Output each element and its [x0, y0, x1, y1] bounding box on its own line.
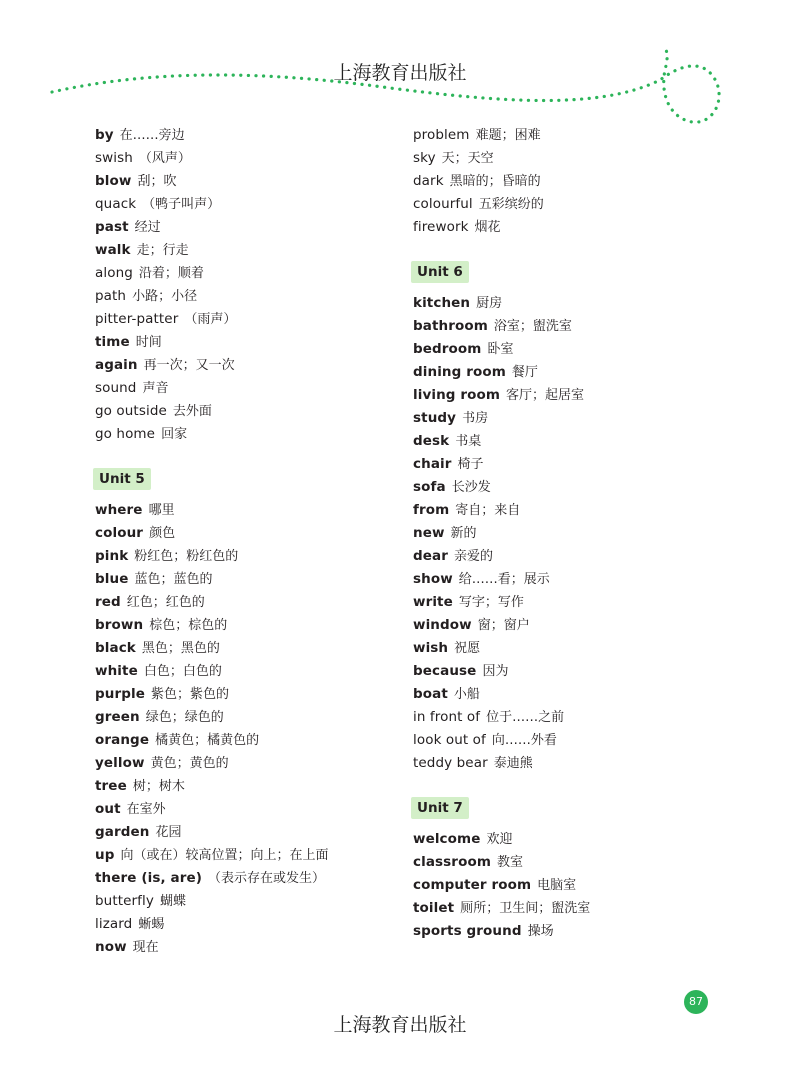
vocab-word: chair — [413, 456, 452, 472]
vocab-entry — [95, 614, 329, 637]
vocab-word: classroom — [413, 854, 491, 870]
vocab-meaning: 花园 — [155, 825, 182, 840]
vocab-word: computer room — [413, 877, 532, 893]
vocab-entry — [95, 239, 329, 262]
vocab-meaning: 厕所；卫生间；盥洗室 — [460, 901, 591, 916]
vocab-meaning: （风声） — [138, 151, 191, 166]
vocab-meaning: 教室 — [497, 855, 524, 870]
publisher-footer: 上海教育出版社 — [333, 1014, 467, 1036]
vocab-word: dear — [413, 548, 448, 564]
vocab-meaning: 写字；写作 — [458, 595, 524, 610]
vocab-meaning: 橘黄色；橘黄色的 — [155, 733, 260, 748]
vocab-meaning: 再一次；又一次 — [143, 358, 235, 373]
vocab-meaning: 长沙发 — [451, 480, 491, 495]
vocab-word: butterfly — [95, 893, 154, 909]
vocab-entry — [95, 545, 329, 568]
vocab-entry — [413, 545, 590, 568]
vocab-entry — [413, 706, 590, 729]
vocab-word: dining room — [413, 364, 506, 380]
vocab-meaning: 蓝色；蓝色的 — [134, 572, 213, 587]
vocab-entry — [413, 476, 590, 499]
vocab-entry — [95, 499, 329, 522]
vocab-word: because — [413, 663, 477, 679]
vocab-meaning: 天；天空 — [441, 151, 494, 166]
page-number-badge: 87 — [684, 990, 708, 1014]
vocab-entry — [95, 890, 329, 913]
vocab-entry — [413, 828, 590, 851]
vocab-meaning: （鸭子叫声） — [142, 197, 221, 212]
vocab-word: in front of — [413, 709, 481, 725]
vocab-entry — [413, 193, 590, 216]
vocab-word: teddy bear — [413, 755, 488, 771]
vocab-meaning: 黑暗的；昏暗的 — [449, 174, 541, 189]
vocab-meaning: 颜色 — [149, 526, 176, 541]
vocab-meaning: 声音 — [142, 381, 169, 396]
vocab-entry — [95, 522, 329, 545]
vocab-word: out — [95, 801, 121, 817]
vocab-meaning: 电脑室 — [537, 878, 577, 893]
vocab-word: swish — [95, 150, 133, 166]
vocab-meaning: 窗；窗户 — [477, 618, 530, 633]
vocab-word: lizard — [95, 916, 133, 932]
vocab-entry — [95, 775, 329, 798]
vocab-word: walk — [95, 242, 131, 258]
vocab-entry — [95, 706, 329, 729]
vocab-word: colourful — [413, 196, 473, 212]
vocab-entry — [413, 637, 590, 660]
vocab-word: colour — [95, 525, 144, 541]
vocab-word: time — [95, 334, 130, 350]
vocab-word: welcome — [413, 831, 481, 847]
vocab-word: show — [413, 571, 453, 587]
vocab-meaning: 粉红色；粉红色的 — [134, 549, 239, 564]
vocab-word: quack — [95, 196, 137, 212]
vocab-word: toilet — [413, 900, 455, 916]
vocab-word: wish — [413, 640, 449, 656]
vocab-entry — [413, 920, 590, 943]
vocab-entry — [95, 331, 329, 354]
vocab-entry — [95, 637, 329, 660]
vocab-entry — [95, 400, 329, 423]
vocab-meaning: 位于……之前 — [486, 710, 565, 725]
vocab-word: problem — [413, 127, 470, 143]
vocab-meaning: 在室外 — [126, 802, 166, 817]
vocab-meaning: 给……看；展示 — [458, 572, 550, 587]
vocab-entry — [413, 216, 590, 239]
vocab-entry — [95, 170, 329, 193]
vocab-word: yellow — [95, 755, 145, 771]
vocab-word: go home — [95, 426, 156, 442]
vocab-entry — [413, 874, 590, 897]
vocab-entry — [95, 936, 329, 959]
vocab-word: boat — [413, 686, 448, 702]
vocab-entry — [413, 499, 590, 522]
unit-heading: Unit 7 — [411, 797, 469, 819]
vocab-entry — [95, 591, 329, 614]
unit-heading: Unit 6 — [411, 261, 469, 283]
vocab-entry — [413, 729, 590, 752]
vocab-entry — [413, 683, 590, 706]
vocab-entry — [95, 867, 329, 890]
vocab-word: along — [95, 265, 133, 281]
vocab-meaning: 卧室 — [487, 342, 514, 357]
vocab-entry — [95, 262, 329, 285]
vocab-meaning: 黑色；黑色的 — [141, 641, 220, 656]
vocab-word: write — [413, 594, 453, 610]
vocab-word: blow — [95, 173, 132, 189]
vocab-meaning: 小路；小径 — [132, 289, 198, 304]
vocab-meaning: 客厅；起居室 — [506, 388, 585, 403]
vocab-entry — [413, 568, 590, 591]
vocab-word: blue — [95, 571, 129, 587]
vocab-word: study — [413, 410, 457, 426]
vocab-entry — [413, 170, 590, 193]
vocab-entry — [95, 124, 329, 147]
vocab-word: sports ground — [413, 923, 522, 939]
vocab-meaning: （雨声） — [184, 312, 237, 327]
vocab-meaning: 厨房 — [476, 296, 503, 311]
vocab-word: sofa — [413, 479, 446, 495]
vocab-meaning: 向……外看 — [491, 733, 557, 748]
vocab-meaning: 欢迎 — [486, 832, 513, 847]
vocab-meaning: 向（或在）较高位置；向上；在上面 — [120, 848, 329, 863]
vocab-entry — [95, 660, 329, 683]
vocab-meaning: 浴室；盥洗室 — [493, 319, 572, 334]
vocab-meaning: 去外面 — [172, 404, 212, 419]
vocab-word: go outside — [95, 403, 167, 419]
vocab-word: there (is, are) — [95, 870, 202, 886]
vocab-entry — [95, 821, 329, 844]
vocab-meaning: 椅子 — [457, 457, 484, 472]
vocab-meaning: 寄自；来自 — [455, 503, 521, 518]
vocab-meaning: 黄色；黄色的 — [150, 756, 229, 771]
vocab-meaning: 棕色；棕色的 — [149, 618, 228, 633]
vocab-entry — [413, 384, 590, 407]
vocab-meaning: 树；树木 — [132, 779, 185, 794]
vocab-word: desk — [413, 433, 450, 449]
unit-heading: Unit 5 — [93, 468, 151, 490]
vocab-entry — [413, 897, 590, 920]
vocab-word: up — [95, 847, 115, 863]
vocab-word: path — [95, 288, 127, 304]
vocab-entry — [95, 308, 329, 331]
vocab-word: dark — [413, 173, 444, 189]
vocab-entry — [95, 844, 329, 867]
vocab-word: brown — [95, 617, 144, 633]
vocab-word: again — [95, 357, 138, 373]
vocab-word: green — [95, 709, 140, 725]
vocab-meaning: 亲爱的 — [454, 549, 494, 564]
vocab-entry — [95, 752, 329, 775]
vocab-word: from — [413, 502, 450, 518]
vocab-meaning: 书桌 — [455, 434, 482, 449]
vocab-entry — [413, 660, 590, 683]
vocab-entry — [413, 361, 590, 384]
vocab-entry — [95, 568, 329, 591]
vocab-meaning: 操场 — [527, 924, 554, 939]
vocab-meaning: （表示存在或发生） — [208, 871, 326, 886]
vocab-meaning: 新的 — [450, 526, 477, 541]
vocab-meaning: 走；行走 — [136, 243, 189, 258]
vocab-entry — [413, 147, 590, 170]
vocab-word: kitchen — [413, 295, 471, 311]
vocab-meaning: 因为 — [482, 664, 509, 679]
vocab-meaning: 小船 — [453, 687, 480, 702]
vocab-word: white — [95, 663, 138, 679]
vocab-word: where — [95, 502, 143, 518]
vocab-entry — [413, 453, 590, 476]
vocab-word: firework — [413, 219, 469, 235]
vocab-entry — [413, 430, 590, 453]
vocab-entry — [413, 315, 590, 338]
vocab-meaning: 餐厅 — [511, 365, 538, 380]
vocab-meaning: 沿着；顺着 — [138, 266, 204, 281]
vocab-word: bedroom — [413, 341, 482, 357]
vocab-word: by — [95, 127, 114, 143]
vocab-entry — [413, 614, 590, 637]
vocab-meaning: 经过 — [134, 220, 161, 235]
vocab-word: now — [95, 939, 127, 955]
vocab-entry — [413, 752, 590, 775]
vocab-entry — [95, 377, 329, 400]
vocab-entry — [95, 147, 329, 170]
vocab-meaning: 红色；红色的 — [126, 595, 205, 610]
vocab-meaning: 绿色；绿色的 — [145, 710, 224, 725]
vocab-meaning: 白色；白色的 — [143, 664, 222, 679]
vocab-word: sound — [95, 380, 137, 396]
section-spacer — [413, 775, 590, 797]
section-spacer — [413, 239, 590, 261]
vocab-word: purple — [95, 686, 145, 702]
vocab-entry — [95, 216, 329, 239]
vocab-entry — [413, 591, 590, 614]
vocab-entry — [95, 354, 329, 377]
vocab-meaning: 刮；吹 — [137, 174, 177, 189]
vocab-meaning: 在……旁边 — [119, 128, 185, 143]
vocab-word: window — [413, 617, 472, 633]
vocab-word: red — [95, 594, 121, 610]
vocab-entry — [95, 423, 329, 446]
vocab-entry — [413, 851, 590, 874]
publisher-header: 上海教育出版社 — [333, 62, 467, 84]
vocab-word: garden — [95, 824, 150, 840]
vocab-word: bathroom — [413, 318, 488, 334]
vocab-entry — [413, 407, 590, 430]
vocab-word: past — [95, 219, 129, 235]
vocab-entry — [95, 683, 329, 706]
vocab-entry — [413, 522, 590, 545]
vocab-entry — [95, 913, 329, 936]
vocab-meaning: 哪里 — [148, 503, 175, 518]
vocab-entry — [95, 729, 329, 752]
vocab-meaning: 蜥蜴 — [138, 917, 165, 932]
vocab-meaning: 难题；困难 — [475, 128, 541, 143]
vocab-word: look out of — [413, 732, 486, 748]
vocab-word: pink — [95, 548, 129, 564]
section-spacer — [95, 446, 329, 468]
vocab-meaning: 现在 — [132, 940, 159, 955]
vocab-meaning: 祝愿 — [454, 641, 481, 656]
vocab-entry — [95, 798, 329, 821]
vocab-word: orange — [95, 732, 150, 748]
vocab-entry — [413, 338, 590, 361]
vocab-meaning: 时间 — [135, 335, 162, 350]
vocab-word: tree — [95, 778, 127, 794]
vocab-meaning: 书房 — [462, 411, 489, 426]
vocabulary-left-column — [95, 124, 329, 959]
vocabulary-right-column — [413, 124, 590, 943]
vocab-entry — [95, 193, 329, 216]
vocab-entry — [413, 124, 590, 147]
vocab-meaning: 烟花 — [474, 220, 501, 235]
vocab-meaning: 蝴蝶 — [159, 894, 186, 909]
vocab-word: pitter-patter — [95, 311, 179, 327]
vocab-word: new — [413, 525, 445, 541]
vocab-meaning: 紫色；紫色的 — [150, 687, 229, 702]
vocab-word: living room — [413, 387, 501, 403]
vocab-word: black — [95, 640, 136, 656]
vocab-meaning: 回家 — [161, 427, 188, 442]
vocab-entry — [413, 292, 590, 315]
vocab-entry — [95, 285, 329, 308]
vocab-meaning: 泰迪熊 — [493, 756, 533, 771]
vocab-meaning: 五彩缤纷的 — [478, 197, 544, 212]
vocab-word: sky — [413, 150, 436, 166]
